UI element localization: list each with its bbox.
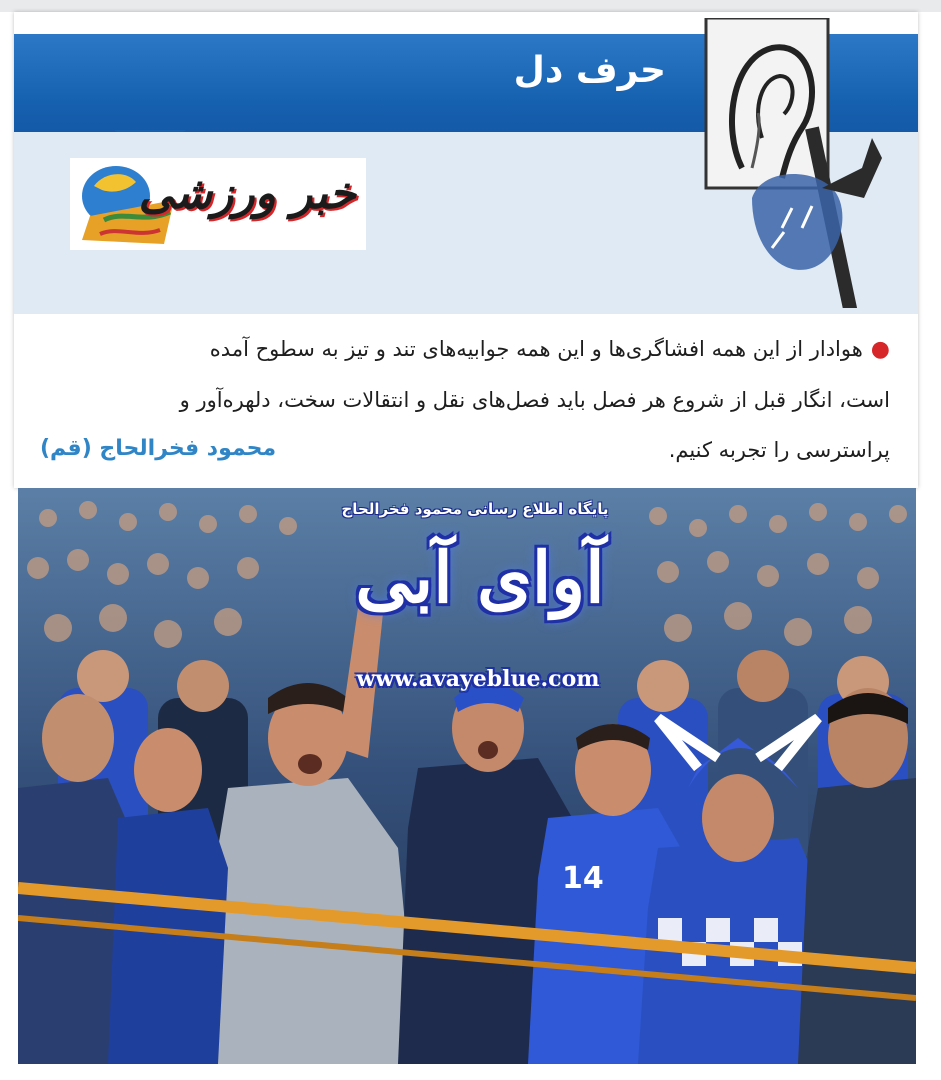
boxing-glove-icon: ● <box>870 337 890 362</box>
section-title: حرف دل <box>513 50 666 91</box>
logo-text: خبر ورزشی <box>138 168 356 219</box>
watermark-url: www.avayeblue.com <box>356 666 600 692</box>
newspaper-clipping <box>14 12 918 488</box>
paragraph-line: است، انگار قبل از شروع هر فصل باید فصل‌های نقل و انتقالات سخت، دلهره‌آور و <box>179 388 890 412</box>
paragraph-line: ●هوادار از این همه افشاگری‌ها و این همه جوابیه‌های تند و تیز به سطوح آمده <box>209 337 890 362</box>
watermark-logo: آوای آبی <box>355 536 605 619</box>
paragraph-line: پراسترسی را تجربه کنیم. <box>668 438 890 462</box>
top-shade <box>0 0 941 12</box>
jersey-number: 14 <box>562 861 604 896</box>
ear-illustration <box>692 18 892 308</box>
news-logo <box>70 158 366 250</box>
watermark-header: پایگاه اطلاع رسانی محمود فخرالحاج <box>341 500 609 518</box>
author-name: محمود فخرالحاج (قم) <box>40 436 277 461</box>
